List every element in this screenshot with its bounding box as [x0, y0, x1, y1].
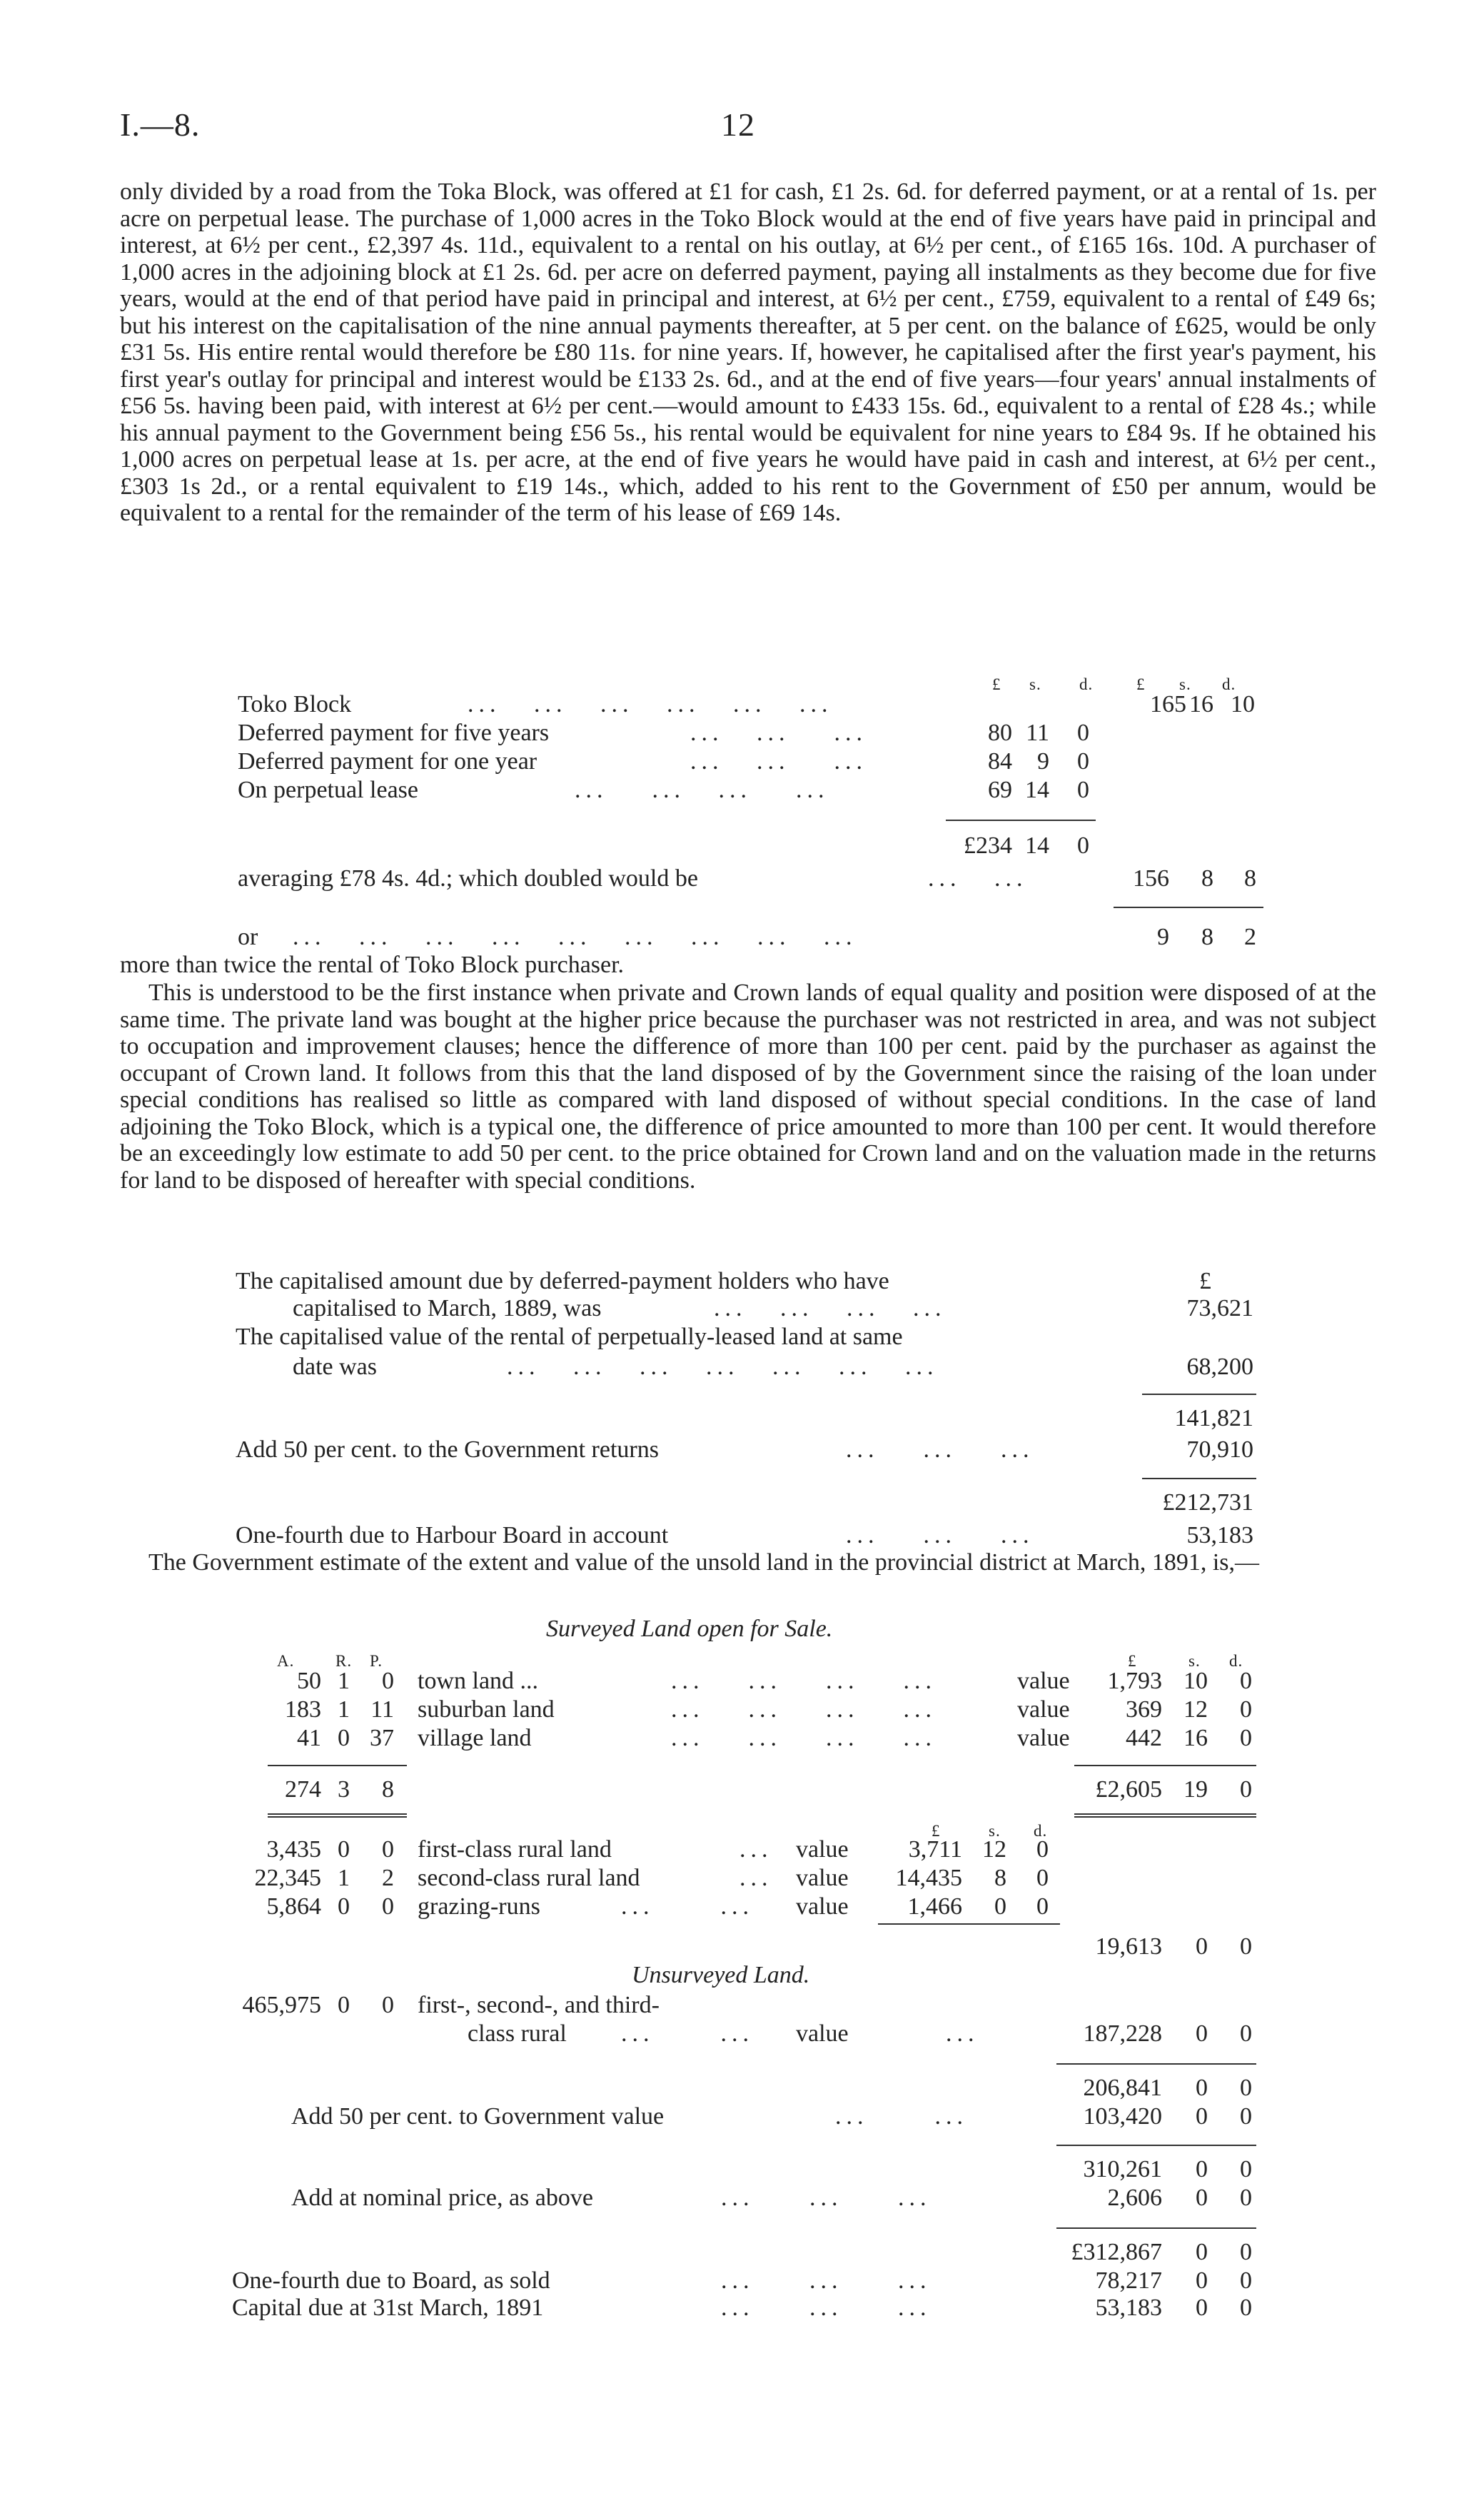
or-pence: 2 — [1244, 924, 1256, 950]
unsurveyed-land-title: Unsurveyed Land. — [632, 1962, 810, 1988]
roods-cell: 0 — [338, 1836, 350, 1863]
shilling-header: s. — [989, 1822, 1001, 1840]
money-sum-rule — [1074, 1765, 1256, 1766]
acres-cell: 50 — [297, 1668, 321, 1694]
leader-dots: ... ... ... ... ... ... ... ... ... — [293, 924, 857, 950]
leader-dots: ... ... ... ... ... ... — [468, 691, 833, 717]
pound-header-2: £ — [1136, 675, 1146, 693]
averaging-pence: 8 — [1244, 865, 1256, 892]
leader-dots: ... ... — [621, 1893, 754, 1920]
land-type-label: suburban land — [418, 1696, 555, 1723]
capital-due-pence: 0 — [1240, 2295, 1252, 2321]
pence-cell: 0 — [1240, 1668, 1252, 1694]
land-type-label-continued: class rural — [468, 2020, 567, 2047]
pounds-cell: 369 — [1126, 1696, 1162, 1723]
leader-dots: ... ... ... — [721, 2267, 932, 2294]
leader-dots: ... ... — [928, 865, 1028, 892]
shillings-cell: 8 — [994, 1865, 1006, 1891]
total-pounds: £234 — [964, 832, 1012, 859]
land-type-label: village land — [418, 1725, 532, 1751]
acres-cell: 183 — [285, 1696, 321, 1723]
leader-dots: ... ... ... ... — [575, 777, 829, 803]
page-number: 12 — [721, 106, 755, 143]
surveyed-land-title: Surveyed Land open for Sale. — [546, 1616, 833, 1642]
rural-total-pence: 0 — [1240, 1933, 1252, 1960]
add50-pence: 0 — [1240, 2103, 1252, 2130]
total-value: £212,731 — [1162, 1489, 1253, 1516]
value-word: value — [1017, 1725, 1070, 1751]
shillings-cell: 0 — [994, 1893, 1006, 1920]
perches-cell: 0 — [382, 1836, 394, 1863]
sum-rule — [1142, 1394, 1256, 1395]
sum-rule — [1056, 2145, 1256, 2146]
grand-total-pence: 0 — [1240, 2239, 1252, 2265]
leader-dots: ... ... — [835, 2103, 968, 2130]
unsurveyed-pence: 0 — [1240, 2020, 1252, 2047]
shillings-cell: 14 — [1025, 777, 1049, 803]
pounds-cell: 69 — [988, 777, 1012, 803]
capital-due-label: Capital due at 31st March, 1891 — [232, 2295, 544, 2321]
pound-header: £ — [1199, 1268, 1211, 1294]
averaging-label: averaging £78 4s. 4d.; which doubled would be — [238, 865, 698, 892]
sum2-pounds: 310,261 — [1083, 2156, 1162, 2182]
add50-pounds: 103,420 — [1083, 2103, 1162, 2130]
pounds-cell: 80 — [988, 720, 1012, 746]
sum1-shillings: 0 — [1196, 2075, 1208, 2101]
shillings-cell: 12 — [982, 1836, 1006, 1863]
leader-dots: ... ... ... — [846, 1436, 1034, 1463]
or-shillings: 8 — [1201, 924, 1213, 950]
value-word: value — [796, 1893, 849, 1920]
roods-cell: 0 — [338, 1893, 350, 1920]
paragraph-conclusion: more than twice the rental of Toko Block purchaser. — [120, 952, 625, 978]
pence-header-2: d. — [1222, 675, 1236, 693]
unsurveyed-pounds: 187,228 — [1083, 2020, 1162, 2047]
value-word: value — [796, 1865, 849, 1891]
pound-header: £ — [932, 1822, 941, 1840]
perches-cell: 0 — [382, 1893, 394, 1920]
pounds-cell: 1,793 — [1107, 1668, 1162, 1694]
pence-header: d. — [1034, 1822, 1048, 1840]
capital-due-pounds: 53,183 — [1095, 2295, 1162, 2321]
perpetual-capital-value: 68,200 — [1186, 1354, 1253, 1380]
sum2-shillings: 0 — [1196, 2156, 1208, 2182]
perches-header: P. — [370, 1652, 383, 1670]
paragraph-government-estimate: The Government estimate of the extent and value of the unsold land in the provincial district at March, 1891, is,— — [148, 1549, 1260, 1576]
sum1-pounds: 206,841 — [1083, 2075, 1162, 2101]
shillings-cell: 12 — [1183, 1696, 1208, 1723]
sum-rule — [1056, 2063, 1256, 2065]
board-quarter-pounds: 78,217 — [1095, 2267, 1162, 2294]
averaging-pounds: 156 — [1133, 865, 1169, 892]
rural-total-shillings: 0 — [1196, 1933, 1208, 1960]
perches-cell: 0 — [382, 1992, 394, 2018]
or-pounds: 9 — [1157, 924, 1169, 950]
town-total-perches: 8 — [382, 1776, 394, 1803]
roods-cell: 0 — [338, 1992, 350, 2018]
total-pence: 0 — [1077, 832, 1089, 859]
leader-dots: ... ... ... — [721, 2185, 932, 2211]
pence-cell: 0 — [1077, 720, 1089, 746]
acres-cell: 5,864 — [266, 1893, 321, 1920]
pounds-cell: 3,711 — [908, 1836, 962, 1863]
perpetual-capital-label-2: date was — [293, 1354, 378, 1380]
land-type-label: first-, second-, and third- — [418, 1992, 660, 2018]
pounds-cell-2: 165 — [1150, 691, 1186, 717]
leader-dots: ... — [740, 1865, 773, 1891]
money-double-rule — [1074, 1813, 1256, 1818]
town-total-pence: 0 — [1240, 1776, 1252, 1803]
shillings-cell: 9 — [1037, 748, 1049, 775]
land-type-label: first-class rural land — [418, 1836, 612, 1863]
shillings-cell: 10 — [1183, 1668, 1208, 1694]
leader-dots: ... ... ... ... — [671, 1668, 937, 1694]
add50-shillings: 0 — [1196, 2103, 1208, 2130]
shilling-header: s. — [1029, 675, 1041, 693]
harbour-quarter-value: 53,183 — [1186, 1522, 1253, 1548]
pence-cell: 0 — [1240, 1725, 1252, 1751]
table-row-label: On perpetual lease — [238, 777, 418, 803]
perpetual-capital-label-1: The capitalised value of the rental of perpetually-leased land at same — [236, 1324, 903, 1350]
rural-total-pounds: 19,613 — [1095, 1933, 1162, 1960]
grand-total-shillings: 0 — [1196, 2239, 1208, 2265]
add-fifty-percent-label: Add 50 per cent. to the Government returns — [236, 1436, 659, 1463]
averaging-shillings: 8 — [1201, 865, 1213, 892]
grand-total-pounds: £312,867 — [1071, 2239, 1162, 2265]
sum-rule — [1056, 2227, 1256, 2229]
pence-header: d. — [1079, 675, 1094, 693]
leader-dots: ... ... ... — [690, 720, 867, 746]
leader-dots: ... ... ... ... — [671, 1725, 937, 1751]
perches-cell: 11 — [370, 1696, 394, 1723]
pence-cell-2: 10 — [1231, 691, 1255, 717]
town-total-acres: 274 — [285, 1776, 321, 1803]
table-row-label: Deferred payment for one year — [238, 748, 537, 775]
acres-header: A. — [277, 1652, 295, 1670]
roods-cell: 1 — [338, 1668, 350, 1694]
pence-cell: 0 — [1077, 777, 1089, 803]
town-total-shillings: 19 — [1183, 1776, 1208, 1803]
sum-rule — [1114, 907, 1263, 908]
land-type-label: grazing-runs — [418, 1893, 540, 1920]
perches-cell: 37 — [370, 1725, 394, 1751]
capital-due-shillings: 0 — [1196, 2295, 1208, 2321]
perches-cell: 2 — [382, 1865, 394, 1891]
value-word: value — [796, 2020, 849, 2047]
sum2-pence: 0 — [1240, 2156, 1252, 2182]
paragraph-toko-block: only divided by a road from the Toka Block, was offered at £1 for cash, £1 2s. 6d. for deferred payment, or at a rental of 1s. per acre on perpetual lease. The purchase of 1,000 acres in the Toko Block would at the end of five years have paid in principal and interest, at 6½ per cent., £2,397 4s. 11d., equivalent to a rental on his outlay, at 6½ per cent., of £165 16s. 10d. A purchaser of 1,000 acres in the adjoining block at £1 2s. 6d. per acre on deferred payment, paying all instalments as they become due for five years, would at the end of that period have paid in principal and interest, at 6½ per cent., £759, equivalent to a rental of £49 6s; but his interest on the capitalisation of the nine annual payments thereafter, at 5 per cent. on the balance of £625, would be only £31 5s. His entire rental would therefore be £80 11s. for nine years. If, however, he capitalised after the first year's payment, his first year's outlay for principal and interest would be £133 2s. 6d., and at the end of five years—four years' annual instalments of £56 5s. having been paid, with interest at 6½ per cent.—would amount to £433 15s. 6d., equivalent to a rental of £28 4s.; while his annual payment to the Government being £56 5s., his rental would be equivalent for nine years to £84 9s. If he obtained his 1,000 acres on perpetual lease at 1s. per acre, at the end of five years he would have paid in cash and interest, at 6½ per cent., £303 1s 2d., or a rental equivalent to £19 14s., which, added to his rent to the Government of £50 per annum, would be equivalent to a rental for the remainder of the term of his lease of £69 14s. — [120, 178, 1376, 526]
pounds-cell: 442 — [1126, 1725, 1162, 1751]
leader-dots: ... ... ... ... — [714, 1295, 947, 1321]
table-row-label: Toko Block — [238, 691, 352, 717]
deferred-capital-label-1: The capitalised amount due by deferred-payment holders who have — [236, 1268, 889, 1294]
harbour-quarter-label: One-fourth due to Harbour Board in account — [236, 1522, 669, 1548]
town-total-roods: 3 — [338, 1776, 350, 1803]
deferred-capital-label-2: capitalised to March, 1889, was — [293, 1295, 602, 1321]
pounds-cell: 14,435 — [895, 1865, 962, 1891]
land-type-label: second-class rural land — [418, 1865, 640, 1891]
pound-header: £ — [1128, 1652, 1137, 1670]
roods-cell: 0 — [338, 1725, 350, 1751]
rural-sum-rule — [878, 1923, 1060, 1925]
shilling-header-2: s. — [1179, 675, 1191, 693]
roods-cell: 1 — [338, 1696, 350, 1723]
leader-dots: ... ... — [621, 2020, 754, 2047]
value-word: value — [1017, 1696, 1070, 1723]
roods-header: R. — [335, 1652, 353, 1670]
roods-cell: 1 — [338, 1865, 350, 1891]
table-row-label: Deferred payment for five years — [238, 720, 550, 746]
leader-dots: ... ... ... — [690, 748, 867, 775]
subtotal-value: 141,821 — [1174, 1405, 1253, 1431]
shillings-cell: 16 — [1183, 1725, 1208, 1751]
sum1-pence: 0 — [1240, 2075, 1252, 2101]
leader-dots: ... ... ... ... — [671, 1696, 937, 1723]
addnom-pounds: 2,606 — [1107, 2185, 1162, 2211]
total-shillings: 14 — [1025, 832, 1049, 859]
add-nominal-label: Add at nominal price, as above — [291, 2185, 593, 2211]
pence-cell: 0 — [1077, 748, 1089, 775]
leader-dots: ... ... ... ... ... ... ... — [507, 1354, 939, 1380]
addnom-pence: 0 — [1240, 2185, 1252, 2211]
sum-rule — [946, 820, 1096, 821]
acres-cell: 465,975 — [242, 1992, 321, 2018]
pence-cell: 0 — [1240, 1696, 1252, 1723]
value-word: value — [796, 1836, 849, 1863]
acres-cell: 3,435 — [266, 1836, 321, 1863]
shillings-cell-2: 16 — [1189, 691, 1213, 717]
sum-rule — [1142, 1478, 1256, 1479]
pence-cell: 0 — [1036, 1893, 1049, 1920]
pounds-cell: 1,466 — [907, 1893, 962, 1920]
unsurveyed-shillings: 0 — [1196, 2020, 1208, 2047]
perches-cell: 0 — [382, 1668, 394, 1694]
town-total-pounds: £2,605 — [1095, 1776, 1162, 1803]
pounds-cell: 84 — [988, 748, 1012, 775]
leader-dots: ... — [946, 2020, 979, 2047]
add-fifty-percent-label: Add 50 per cent. to Government value — [291, 2103, 665, 2130]
land-type-label: town land ... — [418, 1668, 539, 1694]
area-sum-rule — [268, 1765, 407, 1766]
board-quarter-label: One-fourth due to Board, as sold — [232, 2267, 550, 2294]
leader-dots: ... ... ... — [846, 1522, 1034, 1548]
pence-cell: 0 — [1036, 1865, 1049, 1891]
shilling-header: s. — [1188, 1652, 1201, 1670]
area-double-rule — [268, 1813, 407, 1818]
deferred-capital-value: 73,621 — [1186, 1295, 1253, 1321]
pence-header: d. — [1229, 1652, 1243, 1670]
board-quarter-pence: 0 — [1240, 2267, 1252, 2294]
acres-cell: 22,345 — [254, 1865, 321, 1891]
document-reference: I.—8. — [120, 106, 201, 143]
leader-dots: ... ... ... — [721, 2295, 932, 2321]
leader-dots: ... — [740, 1836, 773, 1863]
acres-cell: 41 — [297, 1725, 321, 1751]
addnom-shillings: 0 — [1196, 2185, 1208, 2211]
paragraph-private-crown-lands: This is understood to be the first instance when private and Crown lands of equal quality and position were disposed of at the same time. The private land was bought at the higher price because the purchaser was not restricted in area, and was not subject to occupation and improvement clauses; hence the difference of more than 100 per cent. paid by the purchaser as against the occupant of Crown land. It follows from this that the land disposed of by the Government since the raising of the loan under special conditions has realised so little as compared with land disposed of without special conditions. In the case of land adjoining the Toko Block, which is a typical one, the difference of price amounted to more than 100 per cent. It would therefore be an exceedingly low estimate to add 50 per cent. to the price obtained for Crown land and on the valuation made in the returns for land to be disposed of hereafter with special conditions. — [120, 979, 1376, 1194]
board-quarter-shillings: 0 — [1196, 2267, 1208, 2294]
or-label: or — [238, 924, 258, 950]
pence-cell: 0 — [1036, 1836, 1049, 1863]
pound-header: £ — [992, 675, 1001, 693]
add-fifty-percent-value: 70,910 — [1186, 1436, 1253, 1463]
shillings-cell: 11 — [1026, 720, 1049, 746]
value-word: value — [1017, 1668, 1070, 1694]
